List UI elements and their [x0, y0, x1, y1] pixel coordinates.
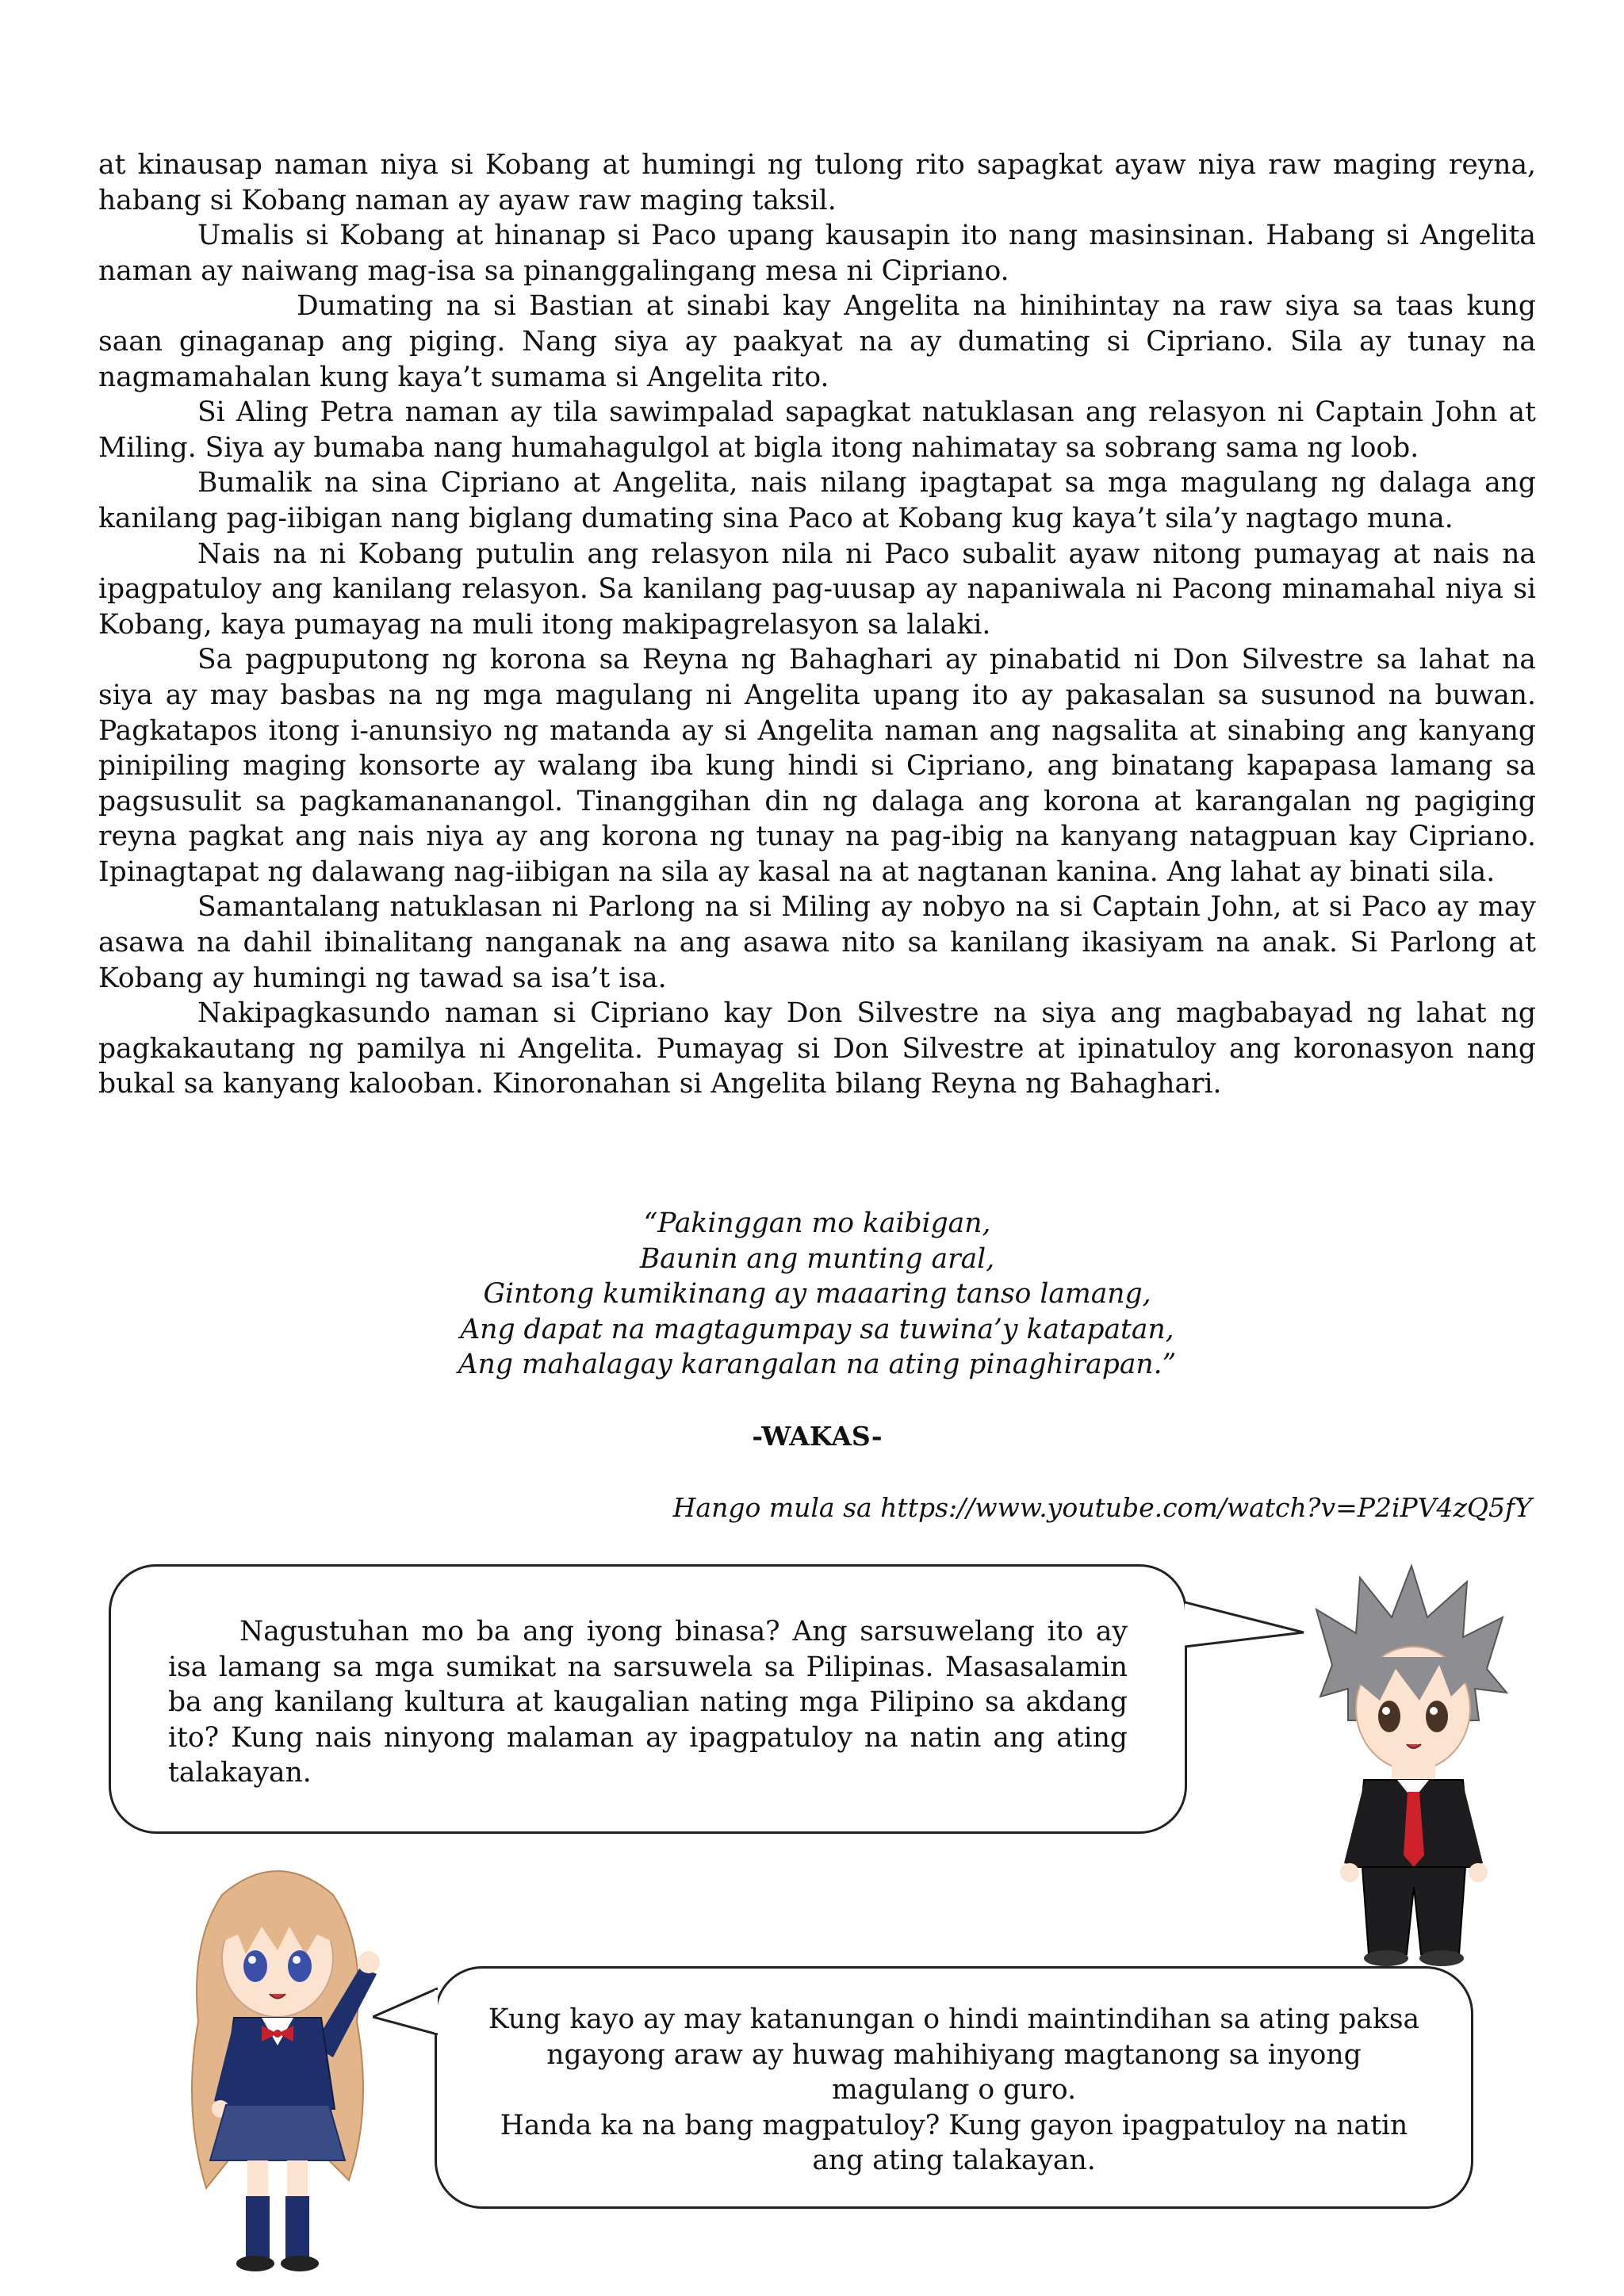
poem-line: Ang dapat na magtagumpay sa tuwina’y katapatan,: [460, 1313, 1174, 1345]
speech-bubble-girl: [435, 1966, 1473, 2209]
ending-label: -WAKAS-: [752, 1421, 883, 1452]
boy-avatar-icon: [1300, 1562, 1522, 1974]
poem: [98, 1206, 1536, 1383]
source-citation: Hango mula sa https://www.youtube.com/watch?v=P2iPV4zQ5fY: [672, 1492, 1532, 1523]
girl-avatar-icon: [159, 1847, 428, 2291]
poem-line: “Pakinggan mo kaibigan,: [643, 1207, 991, 1239]
story-paragraph: Dumating na si Bastian at sinabi kay Angelita na hinihintay na raw siya sa taas kung saan ginaganap ang piging. Nang siya ay paakyat na ay dumating si Cipriano. Sila ay tunay na nagmamahalan kung kaya’t sumama si Angelita rito.: [98, 290, 1536, 393]
story-paragraph: at kinausap naman niya si Kobang at humingi ng tulong rito sapagkat ayaw niya raw maging reyna, habang si Kobang naman ay ayaw raw maging taksil.: [98, 149, 1536, 216]
poem-line: Ang mahalagay karangalan na ating pinaghirapan.”: [458, 1349, 1177, 1381]
story-paragraph: Si Aling Petra naman ay tila sawimpalad sapagkat natuklasan ang relasyon ni Captain John at Miling. Siya ay bumaba nang humahagulgol at bigla itong nahimatay sa sobrang sama ng loob.: [98, 396, 1536, 464]
story-paragraph: Sa pagpuputong ng korona sa Reyna ng Bahaghari ay pinabatid ni Don Silvestre sa lahat na siya ay may basbas na ng mga magulang ni Angelita upang ito ay pakasalan sa susunod na buwan. Pagkatapos itong i-anunsiyo ng matanda ay si Angelita naman ang nagsalita at sinabing ang kanyang pinipiling maging konsorte ay walang iba kung hindi si Cipriano, ang binatang kapapasa lamang sa pagsusulit sa pagkamananangol. Tinanggihan din ng dalaga ang korona at karangalan ng pagiging reyna pagkat ang nais niya ay ang korona ng tunay na pag-ibig na kanyang natagpuan kay Cipriano. Ipinagtapat ng dalawang nag-iibigan na sila ay kasal na at nagtanan kanina. Ang lahat ay binati sila.: [98, 644, 1536, 888]
story-paragraph: Samantalang natuklasan ni Parlong na si Miling ay nobyo na si Captain John, at si Paco ay may asawa na dahil ibinalitang nanganak na ang asawa nito sa kanilang ikasiyam na anak. Si Parlong at Kobang ay humingi ng tawad sa isa’t isa.: [98, 891, 1536, 994]
poem-line: Baunin ang munting aral,: [639, 1242, 995, 1275]
speech-bubble-boy-text: Nagustuhan mo ba ang iyong binasa? Ang sarsuwelang ito ay isa lamang sa mga sumikat na sarsuwela sa Pilipinas. Masasalamin ba ang kanilang kultura at kaugalian nating mga Pilipino sa akdang ito? Kung nais ninyong malaman ay ipagpatuloy na natin ang ating talakayan.: [168, 1616, 1128, 1789]
story-text: [98, 147, 1536, 1102]
speech-bubble-boy-tail: [1185, 1598, 1312, 1661]
speech-bubble-girl-text: Handa ka na bang magpatuloy? Kung gayon ipagpatuloy na natin ang ating talakayan.: [500, 2109, 1408, 2177]
story-paragraph: Umalis si Kobang at hinanap si Paco upang kausapin ito nang masinsinan. Habang si Angelita naman ay naiwang mag-isa sa pinanggalingang mesa ni Cipriano.: [98, 220, 1536, 287]
speech-bubble-boy: [109, 1564, 1187, 1834]
story-paragraph: Bumalik na sina Cipriano at Angelita, nais nilang ipagtapat sa mga magulang ng dalaga ang kanilang pag-iibigan nang biglang dumating sina Paco at Kobang kug kaya’t sila’y nagtago muna.: [98, 467, 1536, 534]
story-paragraph: Nais na ni Kobang putulin ang relasyon nila ni Paco subalit ayaw nitong pumayag at nais na ipagpatuloy ang kanilang relasyon. Sa kanilang pag-uusap ay napaniwala ni Pacong minamahal niya si Kobang, kaya pumayag na muli itong makipagrelasyon sa lalaki.: [98, 538, 1536, 641]
story-paragraph: Nakipagkasundo naman si Cipriano kay Don Silvestre na siya ang magbabayad ng lahat ng pagkakautang ng pamilya ni Angelita. Pumayag si Don Silvestre at ipinatuloy ang koronasyon nang bukal sa kanyang kalooban. Kinoronahan si Angelita bilang Reyna ng Bahaghari.: [98, 997, 1536, 1100]
speech-bubble-girl-text: Kung kayo ay may katanungan o hindi maintindihan sa ating paksa ngayong araw ay huwag mahihiyang magtanong sa inyong magulang o guro.: [488, 2003, 1420, 2107]
poem-line: Gintong kumikinang ay maaaring tanso lamang,: [483, 1278, 1151, 1311]
